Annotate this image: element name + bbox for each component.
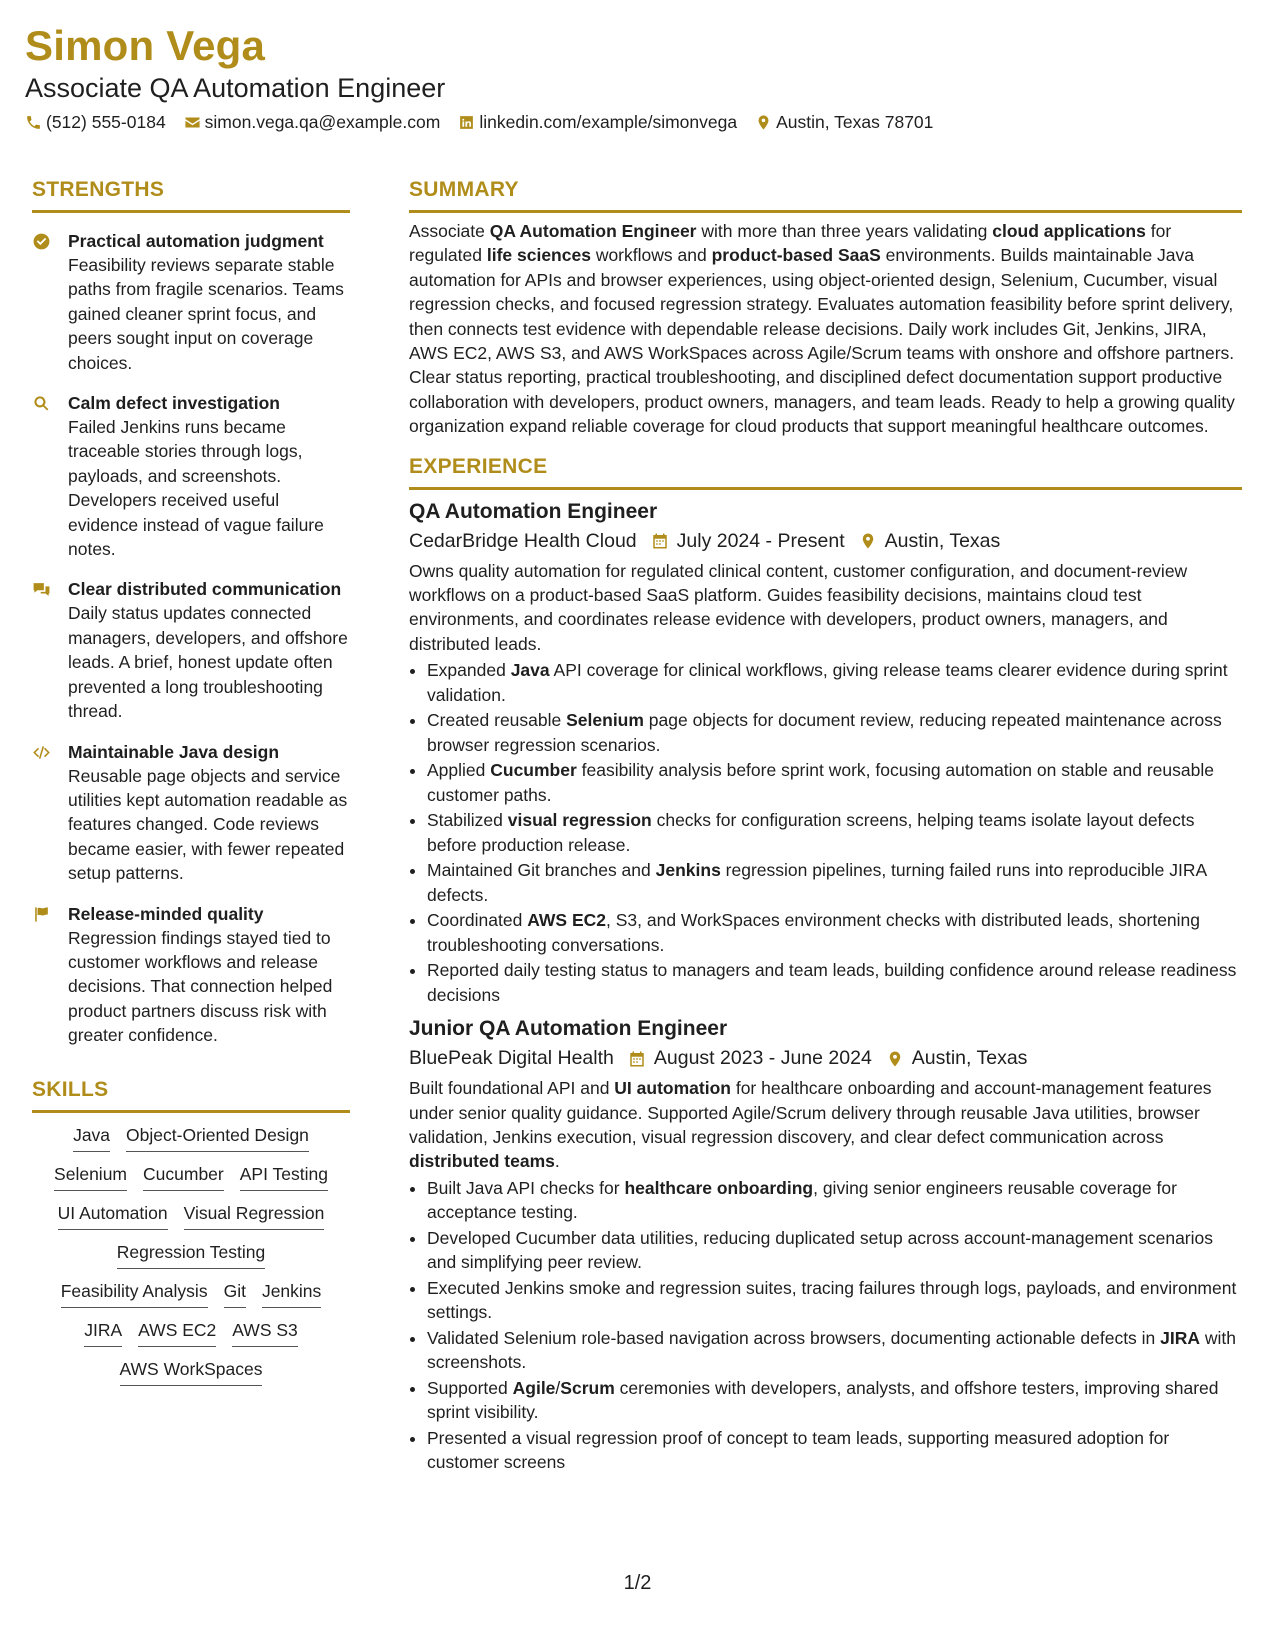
strength-title: Practical automation judgment (68, 231, 324, 251)
job-bullets (409, 658, 1242, 1007)
strength-item (32, 391, 350, 561)
skill-row (32, 1240, 350, 1269)
contact-location (755, 112, 933, 133)
job-entry (409, 1017, 1242, 1474)
strengths-section (32, 178, 350, 1048)
job-title: QA Automation Engineer (409, 499, 658, 523)
linkedin-icon (458, 114, 475, 131)
skills-list (32, 1123, 350, 1386)
skill-tag: API Testing (240, 1162, 328, 1191)
linkedin-text[interactable]: linkedin.com/example/simonvega (479, 112, 738, 132)
job-meta (409, 1047, 1242, 1070)
job-bullet: • Coordinated AWS EC2, S3, and WorkSpaces environment checks with distributed leads, shortening troubleshooting conversations. (427, 908, 1242, 957)
skill-row (32, 1123, 350, 1152)
job-bullet: • Maintained Git branches and Jenkins regression pipelines, turning failed runs into reproducible JIRA defects. (427, 858, 1242, 907)
section-divider (409, 210, 1242, 213)
skill-tag: Cucumber (143, 1162, 224, 1191)
strength-text: Feasibility reviews separate stable paths from fragile scenarios. Teams gained cleaner sprint focus, and peers sought input on coverage choices. (68, 255, 344, 373)
skill-tag: Selenium (54, 1162, 127, 1191)
phone-icon (25, 114, 42, 131)
check-circle-icon (32, 232, 51, 251)
skill-row (32, 1162, 350, 1191)
experience-jobs (409, 500, 1242, 1475)
job-bullet: • Applied Cucumber feasibility analysis before sprint work, focusing automation on stable and reusable customer paths. (427, 758, 1242, 807)
job-bullet: • Validated Selenium role-based navigation across browsers, documenting actionable defects in JIRA with screenshots. (427, 1326, 1242, 1375)
summary-section (409, 178, 1242, 439)
contact-bar (25, 112, 951, 133)
skills-section (32, 1078, 350, 1386)
job-dates: August 2023 - June 2024 (653, 1047, 872, 1070)
page-number: 1/2 (623, 1572, 652, 1594)
strength-item (32, 577, 350, 723)
map-pin-icon (886, 1050, 904, 1068)
job-bullet: • Executed Jenkins smoke and regression suites, tracing failures through logs, payloads, and environment settings. (427, 1276, 1242, 1325)
section-divider (409, 487, 1242, 490)
job-bullet: • Reported daily testing status to managers and team leads, building confidence around release readiness decisions (427, 958, 1242, 1007)
strength-title: Release-minded quality (68, 903, 264, 924)
strength-title: Maintainable Java design (68, 741, 280, 762)
strength-text: Regression findings stayed tied to customer workflows and release decisions. That connection helped product partners discuss risk with greater confidence. (68, 927, 333, 1046)
contact-linkedin[interactable] (458, 112, 737, 133)
skill-row (32, 1318, 350, 1347)
strengths-heading: STRENGTHS (32, 178, 165, 201)
email-text[interactable]: simon.vega.qa@example.com (204, 112, 441, 132)
calendar-icon (628, 1050, 646, 1068)
phone-text: (512) 555-0184 (46, 112, 166, 132)
chat-bubbles-icon (32, 580, 51, 599)
job-bullet: • Presented a visual regression proof of concept to team leads, supporting measured adoption for customer screens (427, 1426, 1242, 1475)
skill-tag: AWS WorkSpaces (120, 1357, 263, 1386)
skill-tag: Feasibility Analysis (61, 1279, 208, 1308)
job-meta (409, 530, 1242, 553)
location-text: Austin, Texas 78701 (776, 112, 934, 132)
experience-heading: EXPERIENCE (409, 454, 548, 478)
job-bullet: • Developed Cucumber data utilities, reducing duplicated setup across account-management scenarios and simplifying peer review. (427, 1226, 1242, 1275)
job-dates: July 2024 - Present (676, 529, 845, 552)
job-bullet: • Expanded Java API coverage for clinical workflows, giving release teams clearer evidence during sprint validation. (427, 658, 1242, 707)
job-location: Austin, Texas (911, 1047, 1028, 1070)
job-company: BluePeak Digital Health (409, 1047, 614, 1070)
skill-tag: AWS EC2 (138, 1318, 216, 1347)
section-divider (32, 1110, 350, 1113)
left-column (32, 178, 350, 1386)
strength-title: Clear distributed communication (68, 579, 342, 600)
strength-text: Reusable page objects and service utilities kept automation readable as features changed. Code reviews became easier, with fewer repeated setup patterns. (68, 765, 348, 884)
strength-item (32, 740, 350, 886)
skill-tag: Java (73, 1123, 110, 1152)
code-icon (32, 743, 51, 762)
candidate-role: Associate QA Automation Engineer (25, 73, 446, 103)
skill-row (32, 1201, 350, 1230)
skill-tag: Git (224, 1279, 246, 1308)
map-pin-icon (755, 114, 772, 131)
job-bullet: • Supported Agile/Scrum ceremonies with developers, analysts, and offshore testers, improving shared sprint visibility. (427, 1376, 1242, 1425)
job-description: Owns quality automation for regulated clinical content, customer configuration, and document-review workflows on a product-based SaaS platform. Guides feasibility decisions, maintains cloud test environments, and coordinates release evidence with developers, product owners, managers, and distributed leads. (409, 560, 1188, 654)
job-company: CedarBridge Health Cloud (409, 529, 637, 552)
job-title: Junior QA Automation Engineer (409, 1017, 728, 1041)
calendar-icon (651, 532, 669, 550)
skill-tag: JIRA (84, 1318, 122, 1347)
job-bullet: • Built Java API checks for healthcare onboarding, giving senior engineers reusable coverage for acceptance testing. (427, 1176, 1242, 1225)
contact-email[interactable] (184, 112, 441, 133)
strength-item (32, 902, 350, 1048)
job-location: Austin, Texas (884, 529, 1001, 552)
candidate-name: Simon Vega (25, 22, 266, 69)
job-bullet: • Stabilized visual regression checks for configuration screens, helping teams isolate layout defects before production release. (427, 808, 1242, 857)
summary-heading: SUMMARY (409, 178, 519, 201)
skill-tag: Regression Testing (117, 1240, 266, 1269)
strength-item (32, 229, 350, 375)
skill-tag: Object-Oriented Design (126, 1123, 309, 1152)
contact-phone (25, 112, 166, 133)
map-pin-icon (859, 532, 877, 550)
envelope-icon (184, 114, 201, 131)
job-bullets (409, 1176, 1242, 1475)
skill-tag: AWS S3 (232, 1318, 297, 1347)
magnifier-icon (32, 394, 51, 413)
strength-title: Calm defect investigation (68, 393, 280, 414)
skill-tag: Visual Regression (184, 1201, 325, 1230)
skill-row (32, 1357, 350, 1386)
flag-icon (32, 905, 51, 924)
skill-tag: Jenkins (262, 1279, 321, 1308)
right-column (409, 178, 1242, 1475)
skill-tag: UI Automation (58, 1201, 168, 1230)
strength-text: Failed Jenkins runs became traceable stories through logs, payloads, and screenshots. Developers received useful evidence instead of vague failure notes. (68, 417, 324, 560)
job-description: Built foundational API and UI automation for healthcare onboarding and account-management features under senior quality guidance. Supported Agile/Scrum delivery through reusable Java utilities, browser validation, Jenkins execution, visual regression discovery, and clear defect communication across distributed teams. (409, 1078, 1212, 1172)
job-bullet: • Created reusable Selenium page objects for document review, reducing repeated maintenance across browser regression scenarios. (427, 708, 1242, 757)
strength-text: Daily status updates connected managers, developers, and offshore leads. A brief, honest update often prevented a long troubleshooting thread. (68, 603, 348, 722)
skills-heading: SKILLS (32, 1077, 109, 1101)
job-entry (409, 500, 1242, 1007)
skill-row (32, 1279, 350, 1308)
experience-section (409, 455, 1242, 1475)
section-divider (32, 210, 350, 213)
summary-text: Associate QA Automation Engineer with more than three years validating cloud applications for regulated life sciences workflows and product-based SaaS environments. Builds maintainable Java automation for APIs and browser experiences, using object-oriented design, Selenium, Cucumber, visual regression checks, and focused regression strategy. Evaluates automation feasibility before sprint delivery, then connects test evidence with dependable release decisions. Daily work includes Git, Jenkins, JIRA, AWS EC2, AWS S3, and AWS WorkSpaces across Agile/Scrum teams with onshore and offshore partners. Clear status reporting, practical troubleshooting, and disciplined defect documentation support productive collaboration with developers, product owners, managers, and team leads. Ready to help a growing quality organization expand reliable coverage for cloud products that support meaningful healthcare outcomes. (409, 221, 1235, 437)
